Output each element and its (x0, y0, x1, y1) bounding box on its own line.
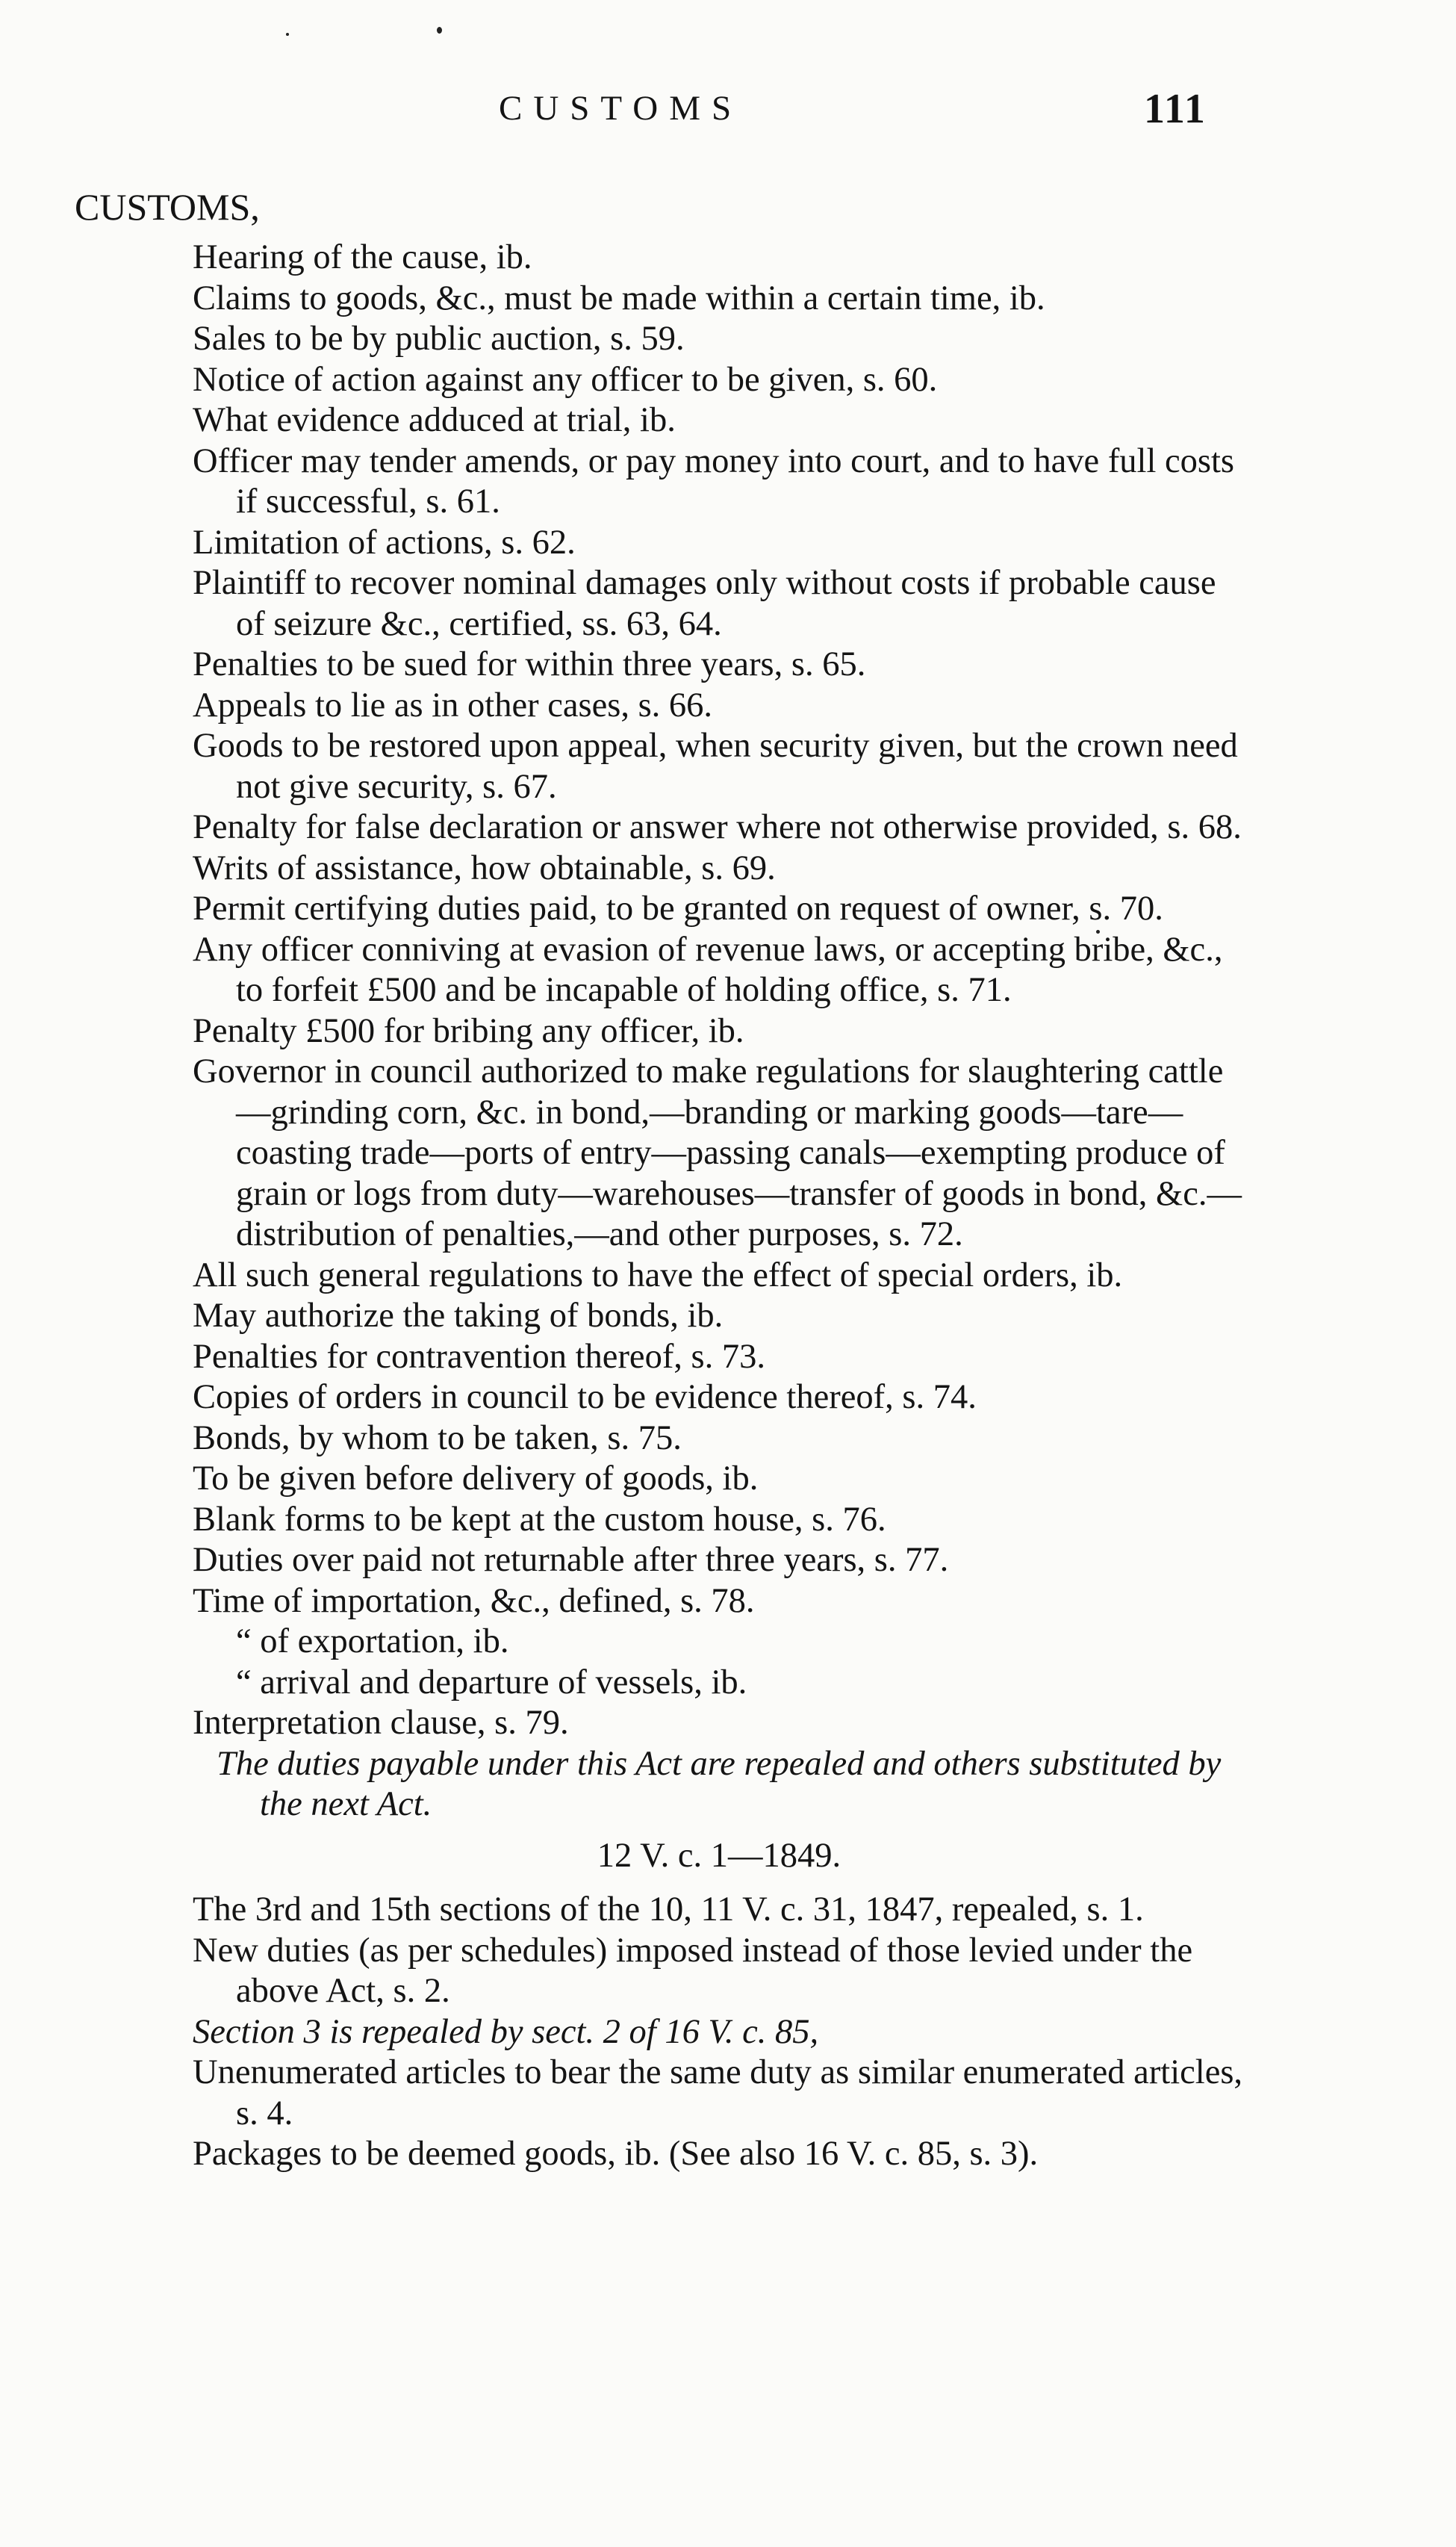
editorial-note: Section 3 is repealed by sect. 2 of 16 V. c. 85, (193, 2012, 819, 2051)
index-entries (193, 238, 1245, 2175)
index-entry: Writs of assistance, how obtainable, s. 69. (193, 849, 776, 887)
index-entry: Copies of orders in council to be evidence thereof, s. 74. (193, 1378, 977, 1416)
index-entry: Interpretation clause, s. 79. (193, 1704, 569, 1742)
index-entry: To be given before delivery of goods, ib. (193, 1459, 759, 1498)
index-entry: May authorize the taking of bonds, ib. (193, 1297, 724, 1335)
index-entry: Notice of action against any officer to be given, s. 60. (193, 360, 938, 399)
index-entry: Packages to be deemed goods, ib. (See also 16 V. c. 85, s. 3). (193, 2135, 1039, 2173)
index-entry: Penalty for false declaration or answer where not otherwise provided, s. 68. (193, 808, 1242, 846)
index-entry: Time of importation, &c., defined, s. 78. (193, 1581, 755, 1620)
index-entry: Penalty £500 for bribing any officer, ib. (193, 1011, 744, 1050)
index-entry: Penalties for contravention thereof, s. 73. (193, 1337, 766, 1376)
ink-speck (286, 33, 289, 36)
index-entry: New duties (as per schedules) imposed instead of those levied under the above Act, s. 2. (193, 1931, 1193, 2010)
running-title: CUSTOMS (499, 89, 743, 128)
index-entry: What evidence adduced at trial, ib. (193, 401, 676, 439)
index-entry: Duties over paid not returnable after three years, s. 77. (193, 1541, 949, 1579)
index-entry: Bonds, by whom to be taken, s. 75. (193, 1418, 682, 1457)
index-entry: Claims to goods, &c., must be made within a certain time, ib. (193, 279, 1045, 317)
index-entry-ditto: “ of exportation, ib. (236, 1622, 509, 1660)
index-entry: Any officer conniving at evasion of revenue laws, or accepting bribe, &c., to forfeit £500 and be incapable of holding office, s. 71. (193, 930, 1223, 1009)
index-entry: Plaintiff to recover nominal damages only without costs if probable cause of seizure &c., certified, ss. 63, 64. (193, 564, 1216, 643)
index-entry: Hearing of the cause, ib. (193, 238, 532, 276)
index-heading: CUSTOMS, (75, 186, 260, 228)
index-entry: Goods to be restored upon appeal, when security given, but the crown need not give security, s. 67. (193, 727, 1238, 806)
index-entry: The 3rd and 15th sections of the 10, 11 V. c. 31, 1847, repealed, s. 1. (193, 1890, 1144, 1929)
index-entry: Blank forms to be kept at the custom house, s. 76. (193, 1500, 886, 1539)
ink-speck (437, 27, 442, 34)
editorial-note: The duties payable under this Act are repealed and others substituted by the next Act. (217, 1744, 1222, 1823)
index-entry: Unenumerated articles to bear the same duty as similar enumerated articles, s. 4. (193, 2053, 1243, 2132)
page-number: 111 (1144, 86, 1207, 132)
index-entry: All such general regulations to have the effect of special orders, ib. (193, 1256, 1123, 1294)
index-entry: Governor in council authorized to make regulations for slaughtering cattle—grinding corn, &c. in bond,—branding or marking goods—tare—coasting trade—ports of entry—passing canals—exempting produce of grain or logs from duty—warehouses—transfer of goods in bond, &c.—distribution of penalties,—and other purposes, s. 72. (193, 1052, 1242, 1253)
index-entry: Appeals to lie as in other cases, s. 66. (193, 686, 713, 725)
index-entry: Permit certifying duties paid, to be granted on request of owner, s. 70. (193, 890, 1163, 928)
act-heading: 12 V. c. 1—1849. (597, 1836, 841, 1875)
index-entry: Sales to be by public auction, s. 59. (193, 320, 685, 358)
index-entry-ditto: “ arrival and departure of vessels, ib. (236, 1663, 747, 1701)
index-entry: Penalties to be sued for within three years, s. 65. (193, 645, 866, 683)
index-entry: Officer may tender amends, or pay money into court, and to have full costs if successful, s. 61. (193, 441, 1235, 521)
page-header (0, 88, 1456, 148)
index-entry: Limitation of actions, s. 62. (193, 523, 576, 562)
